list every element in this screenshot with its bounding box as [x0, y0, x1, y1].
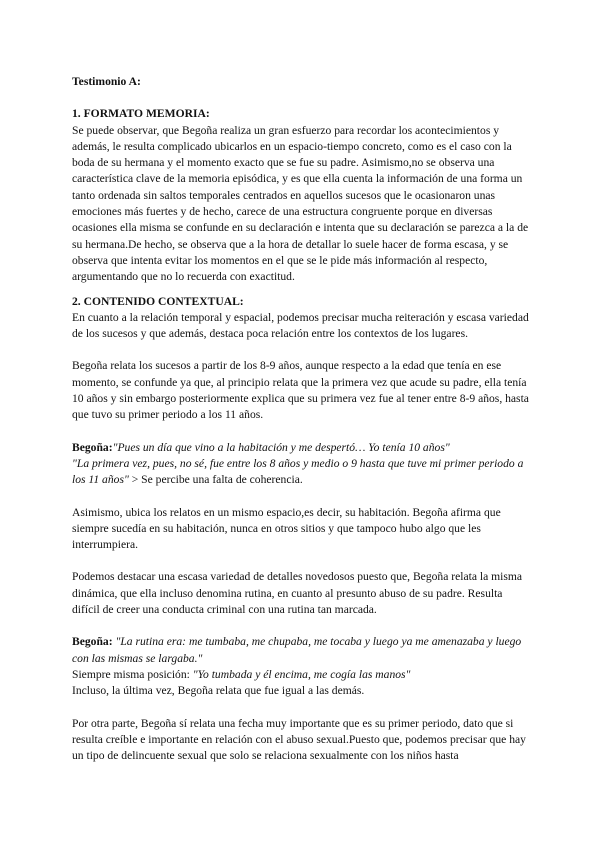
paragraph-intro: En cuanto a la relación temporal y espacial, podemos precisar mucha reiteración y escasa variedad de los sucesos y que además, destaca poca relación entre los contextos de los lugares.: [72, 310, 529, 341]
quote-block-2: [72, 634, 530, 699]
quote-text: "La rutina era: me tumbaba, me chupaba, me tocaba y luego ya me amenazaba y luego con las mismas se largaba.": [72, 635, 522, 665]
quote-note: > Se percibe una falta de coherencia.: [128, 473, 303, 487]
spacer: [72, 489, 530, 505]
quote-conclusion: Incluso, la última vez, Begoña relata que fue igual a las demás.: [72, 684, 365, 698]
paragraph-room: Asimismo, ubica los relatos en un mismo espacio,es decir, su habitación. Begoña afirma que siempre sucedía en su habitación, nunca en otros sitios y que tampoco hubo algo que les interrumpiera.: [72, 505, 501, 552]
quote-text: "Yo tumbada y él encima, me cogía las manos": [192, 667, 411, 681]
spacer: [72, 553, 530, 569]
paragraph-formato-memoria: Se puede observar, que Begoña realiza un gran esfuerzo para recordar los acontecimientos y además, le resulta complicado ubicarlos en un espacio-tiempo concreto, como es el caso con la boda de su hermana y el momento exacto que se fue su padre. Asimismo,no se observa una característica clave de la memoria episódica, y es que ella cuenta la información de una forma un tanto ordenada sin saltos temporales centrados en aquellos sucesos que le ocasionaron unas emociones más fuertes y de hecho, carece de una estructura congruente porque en diversas ocasiones ella misma se confunde en su declaración e intenta que su declaración se parezca a la de su hermana.De hecho, se observa que a la hora de detallar lo suele hacer de forma escasa, y se observa que intenta evitar los momentos en el que se le pide más información al respecto, argumentando que no lo recuerda con exactitud.: [72, 123, 529, 284]
section-heading-formato-memoria: 1. FORMATO MEMORIA:: [72, 107, 210, 121]
spacer: [72, 286, 530, 294]
paragraph-final: Por otra parte, Begoña sí relata una fecha muy importante que es su primer periodo, dato que si resulta creíble e importante en relación con el abuso sexual.Puesto que, podemos precisar que hay un tipo de delincuente sexual que solo se relaciona sexualmente con los niños hasta: [72, 716, 526, 763]
quote-text: "La primera vez, pues, no sé, fue entre los 8 años y medio o 9 hasta que tuve mi primer periodo a los 11 años": [72, 456, 524, 487]
quote-text: "Pues un día que vino a la habitación y me despertó… Yo tenía 10 años": [112, 440, 450, 454]
paragraph-routine: Podemos destacar una escasa variedad de detalles novedosos puesto que, Begoña relata la misma dinámica, que ella incluso denomina rutina, en cuanto al presunto abuso de su padre. Resulta difícil de creer una conducta criminal con una rutina tan marcada.: [72, 570, 523, 617]
quote-block-1: [72, 440, 530, 489]
document-title: Testimonio A:: [72, 75, 141, 88]
quote-speaker: Begoña:: [72, 440, 113, 454]
quote-speaker: Begoña:: [72, 635, 113, 649]
position-label: Siempre misma posición:: [72, 667, 193, 681]
spacer: [72, 424, 530, 440]
spacer: [72, 700, 530, 716]
paragraph-age: Begoña relata los sucesos a partir de los 8-9 años, aunque respecto a la edad que tenía en ese momento, se confunde ya que, al principio relata que la primera vez que acude su padre, ella tenía 10 años y sin embargo posteriormente explica que su primera vez fue al tener entre 8-9 años, hasta que tuvo su primer periodo a los 11 años.: [72, 359, 529, 422]
spacer: [72, 618, 530, 634]
spacer: [72, 342, 530, 358]
section-heading-contenido-contextual: 2. CONTENIDO CONTEXTUAL:: [72, 294, 244, 308]
